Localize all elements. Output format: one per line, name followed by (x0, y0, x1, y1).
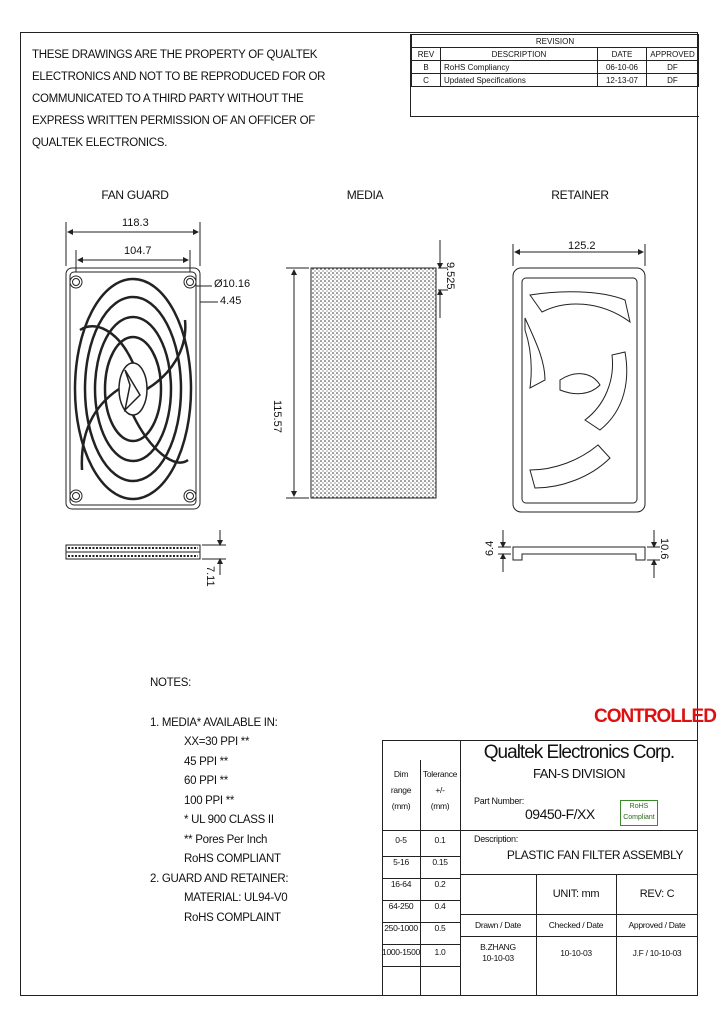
notice-line: COMMUNICATED TO A THIRD PARTY WITHOUT THE (32, 93, 304, 105)
description-header: DESCRIPTION (441, 48, 598, 61)
fan-guard-side-view (66, 545, 200, 559)
part-number-label: Part Number: (474, 796, 524, 806)
tolerance-range: 0-5 (395, 835, 407, 845)
note-line: XX=30 PPI ** (184, 736, 250, 748)
controlled-stamp: CONTROLLED (594, 706, 716, 727)
note-line: 45 PPI ** (184, 755, 228, 768)
date-cell: 12-13-07 (598, 74, 647, 87)
checked-value: 10-10-03 (560, 948, 592, 958)
note-line: 60 PPI ** (184, 775, 228, 787)
drawn-value (460, 942, 536, 964)
tolerance-value: 1.0 (434, 947, 446, 957)
approved-cell: DF (647, 74, 699, 87)
rev-header: REV (412, 48, 441, 61)
rohs-badge-line: Compliant (623, 814, 655, 821)
media-view (311, 268, 436, 498)
note-line: ** Pores Per Inch (184, 833, 268, 846)
dim-retainer-right: 10.6 (658, 538, 670, 560)
date-cell: 06-10-06 (598, 61, 647, 74)
checked-label: Checked / Date (548, 920, 604, 930)
tolerance-value: 0.1 (434, 835, 446, 845)
note-line: RoHS COMPLAINT (184, 911, 281, 924)
dim-range-header (382, 766, 420, 814)
tol-header-line: Tolerance (422, 769, 458, 779)
description-label: Description: (474, 834, 518, 844)
drawn-date: 10-10-03 (482, 953, 514, 963)
notes-lines (150, 714, 288, 929)
tol-header-line: (mm) (430, 801, 450, 811)
dim-guard-thickness: 7.11 (204, 566, 216, 587)
dim-retainer-width: 125.2 (568, 240, 596, 252)
approved-cell: DF (647, 61, 699, 74)
tolerance-value: 0.15 (432, 857, 448, 867)
dim-header-line: Dim (393, 769, 409, 779)
note-line: 100 PPI ** (184, 794, 235, 807)
division-name: FAN-S DIVISION (533, 766, 625, 781)
tolerance-range: 250-1000 (384, 923, 418, 933)
dim-media-height: 115.57 (271, 400, 283, 433)
unit: UNIT: mm (552, 888, 600, 900)
media-title: MEDIA (346, 188, 384, 202)
notice-line: ELECTRONICS AND NOT TO BE REPRODUCED FOR OR (32, 71, 326, 83)
dim-hole-offset: 4.45 (220, 295, 242, 307)
retainer-side-view (513, 547, 645, 560)
rev-cell: B (412, 61, 441, 74)
rev-cell: C (412, 74, 441, 87)
dim-header-line: (mm) (391, 801, 411, 811)
note-line: 1. MEDIA* AVAILABLE IN: (150, 716, 278, 729)
approved-label: Approved / Date (628, 920, 686, 930)
tolerance-value: 0.5 (434, 923, 446, 933)
dim-header-line: range (390, 785, 412, 795)
dim-inner-width: 104.7 (124, 245, 152, 257)
rohs-badge (620, 800, 658, 826)
rohs-badge-line: RoHS (629, 803, 649, 810)
description-cell: RoHS Compliancy (441, 61, 598, 74)
retainer-front-view (513, 268, 645, 512)
tolerance-range: 5-16 (393, 857, 409, 867)
approved-header: APPROVED (647, 48, 699, 61)
fan-guard-title: FAN GUARD (101, 188, 169, 202)
dim-outer-width: 118.3 (122, 217, 149, 229)
tolerance-value: 0.4 (434, 901, 446, 911)
tolerance-header (420, 766, 460, 814)
dim-retainer-left: 6.4 (484, 540, 496, 556)
revision-title: REVISION (412, 35, 699, 48)
notes-heading: NOTES: (150, 677, 192, 689)
notes (150, 674, 288, 928)
dim-hole-diameter: Ø10.16 (214, 278, 251, 290)
description-cell: Updated Specifications (441, 74, 598, 87)
notice-line: EXPRESS WRITTEN PERMISSION OF AN OFFICER OF (32, 115, 315, 127)
dim-media-thickness: 9.525 (444, 262, 456, 290)
tolerance-range: 1000-1500 (382, 947, 420, 957)
drawn-by: B.ZHANG (480, 942, 516, 952)
company-name: Qualtek Electronics Corp. (483, 742, 675, 763)
tolerance-range: 16-64 (390, 879, 412, 889)
part-description: PLASTIC FAN FILTER ASSEMBLY (506, 848, 684, 862)
tolerance-value: 0.2 (434, 879, 446, 889)
notice-line: QUALTEK ELECTRONICS. (32, 137, 168, 149)
tolerance-range: 64-250 (388, 901, 414, 911)
tol-header-line: +/- (435, 785, 445, 795)
note-line: * UL 900 CLASS II (184, 814, 274, 826)
fan-guard-front-view (66, 268, 200, 509)
revision-value: REV: C (639, 888, 675, 900)
drawn-label: Drawn / Date (474, 920, 521, 930)
part-number: 09450-F/XX (525, 806, 595, 822)
retainer-title: RETAINER (551, 188, 609, 202)
note-line: MATERIAL: UL94-V0 (184, 892, 288, 904)
approved-value: J.F / 10-10-03 (632, 948, 682, 958)
date-header: DATE (598, 48, 647, 61)
notice-line: THESE DRAWINGS ARE THE PROPERTY OF QUALTEK (32, 49, 318, 61)
note-line: RoHS COMPLIANT (184, 853, 281, 865)
note-line: 2. GUARD AND RETAINER: (150, 872, 289, 885)
